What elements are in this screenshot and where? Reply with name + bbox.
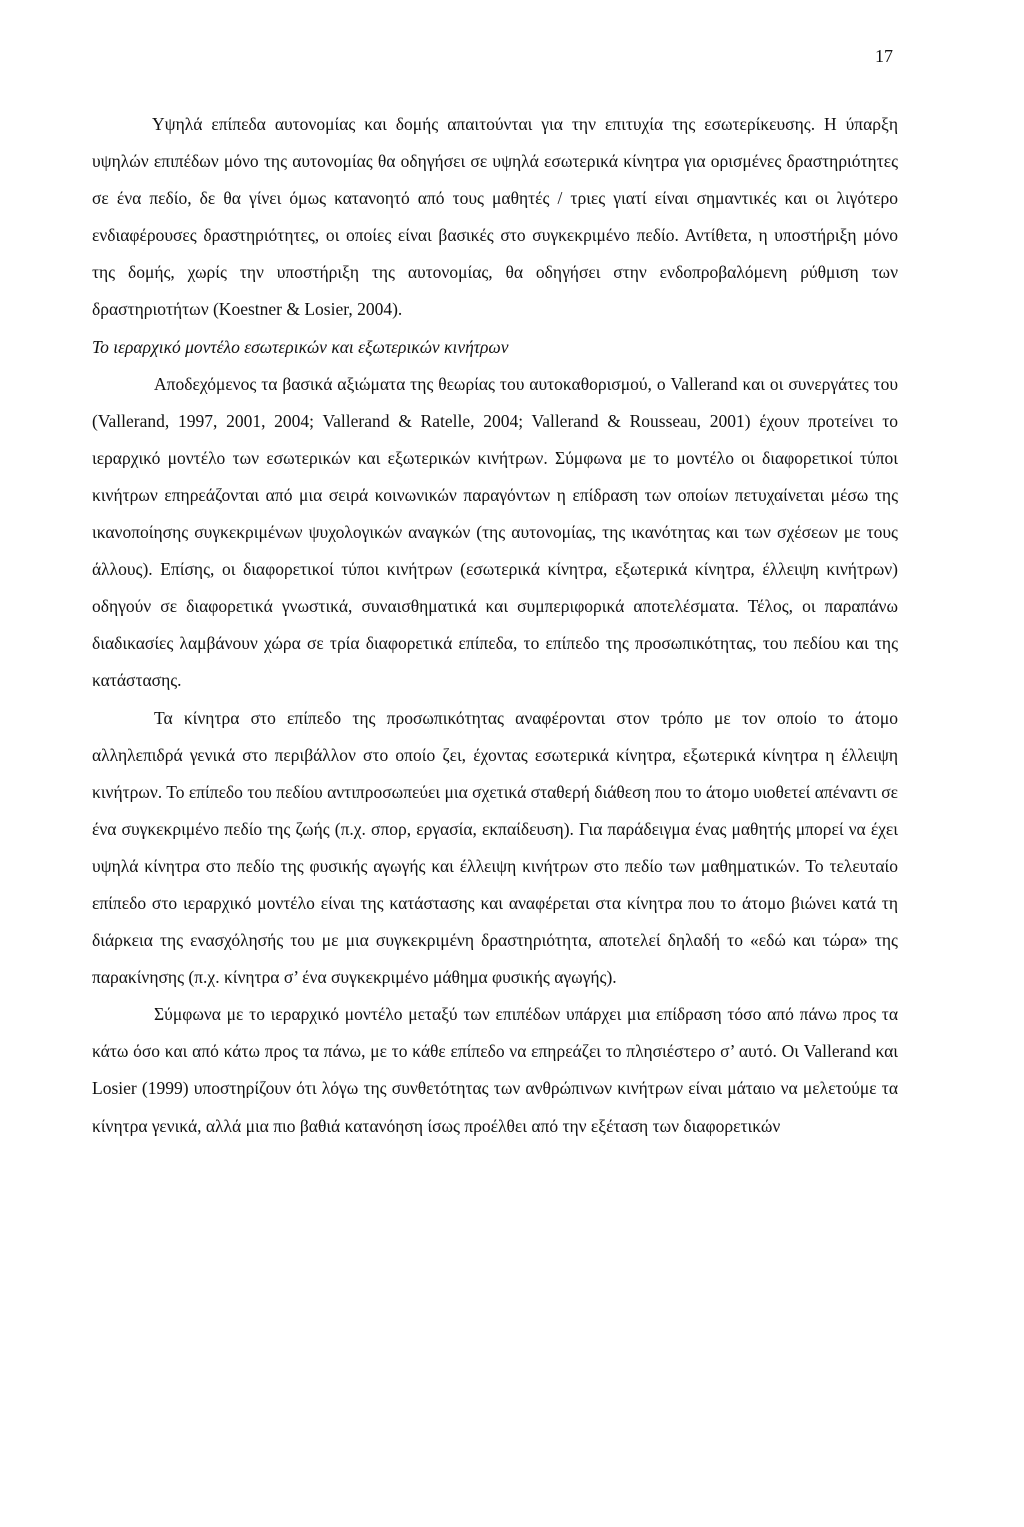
section-heading: Το ιεραρχικό μοντέλο εσωτερικών και εξωτερικών κινήτρων bbox=[92, 336, 509, 357]
page-number: 17 bbox=[875, 46, 893, 66]
paragraph-level-effects: Σύμφωνα με το ιεραρχικό μοντέλο μεταξύ των επιπέδων υπάρχει μια επίδραση τόσο από πάνω προς τα κάτω όσο και από κάτω προς τα πάνω, με το κάθε επίπεδο να επηρεάζει το πλησιέστερο σ’ αυτό. Οι Vallerand και Losier (1999) υποστηρίζουν ότι λόγω της συνθετότητας των ανθρώπινων κινήτρων είναι μάταιο να μελετούμε τα κίνητρα γενικά, αλλά μια πιο βαθιά κατανόηση ίσως προέλθει από την εξέταση των διαφορετικών bbox=[92, 1004, 898, 1136]
paragraph-personality-level: Τα κίνητρα στο επίπεδο της προσωπικότητας αναφέρονται στον τρόπο με τον οποίο το άτομο αλληλεπιδρά γενικά στο περιβάλλον στο οποίο ζει, έχοντας εσωτερικά κίνητρα, εξωτερικά κίνητρα η έλλειψη κινήτρων. Το επίπεδο του πεδίου αντιπροσωπεύει μια σχετικά σταθερή διάθεση που το άτομο υιοθετεί απέναντι σε ένα συγκεκριμένο πεδίο της ζωής (π.χ. σπορ, εργασία, εκπαίδευση). Για παράδειγμα ένας μαθητής μπορεί να έχει υψηλά κίνητρα στο πεδίο της φυσικής αγωγής και έλλειψη κινήτρων στο πεδίο των μαθηματικών. Το τελευταίο επίπεδο στο ιεραρχικό μοντέλο είναι της κατάστασης και αναφέρεται στα κίνητρα που το άτομο βιώνει κατά τη διάρκεια της ενασχόλησής του με μια συγκεκριμένη δραστηριότητα, αποτελεί δηλαδή το «εδώ και τώρα» της παρακίνησης (π.χ. κίνητρα σ’ ένα συγκεκριμένο μάθημα φυσικής αγωγής). bbox=[92, 707, 898, 988]
body-text bbox=[92, 106, 898, 1145]
paragraph-hierarchical-model: Αποδεχόμενος τα βασικά αξιώματα της θεωρίας του αυτοκαθορισμού, ο Vallerand και οι συνεργάτες του (Vallerand, 1997, 2001, 2004; Vallerand & Ratelle, 2004; Vallerand & Rousseau, 2001) έχουν προτείνει το ιεραρχικό μοντέλο των εσωτερικών και εξωτερικών κινήτρων. Σύμφωνα με το μοντέλο οι διαφορετικοί τύποι κινήτρων επηρεάζονται από μια σειρά κοινωνικών παραγόντων η επίδραση των οποίων πετυχαίνεται μέσω της ικανοποίησης συγκεκριμένων ψυχολογικών αναγκών (της αυτονομίας, της ικανότητας και των σχέσεων με τους άλλους). Επίσης, οι διαφορετικοί τύποι κινήτρων (εσωτερικά κίνητρα, εξωτερικά κίνητρα, έλλειψη κινήτρων) οδηγούν σε διαφορετικά γνωστικά, συναισθηματικά και συμπεριφορικά αποτελέσματα. Τέλος, οι παραπάνω διαδικασίες λαμβάνουν χώρα σε τρία διαφορετικά επίπεδα, το επίπεδο της προσωπικότητας, του πεδίου και της κατάστασης. bbox=[92, 373, 898, 691]
paragraph-autonomy-structure: Υψηλά επίπεδα αυτονομίας και δομής απαιτούνται για την επιτυχία της εσωτερίκευσης. Η ύπαρξη υψηλών επιπέδων μόνο της αυτονομίας θα οδηγήσει σε υψηλά εσωτερικά κίνητρα για ορισμένες δραστηριότητες σε ένα πεδίο, δε θα γίνει όμως κατανοητό από τους μαθητές / τριες γιατί είναι σημαντικές και οι λιγότερο ενδιαφέρουσες δραστηριότητες, οι οποίες είναι βασικές στο συγκεκριμένο πεδίο. Αντίθετα, η υποστήριξη μόνο της δομής, χωρίς την υποστήριξη της αυτονομίας, θα οδηγήσει στην ενδοπροβαλόμενη ρύθμιση των δραστηριοτήτων (Koestner & Losier, 2004). bbox=[92, 114, 898, 320]
